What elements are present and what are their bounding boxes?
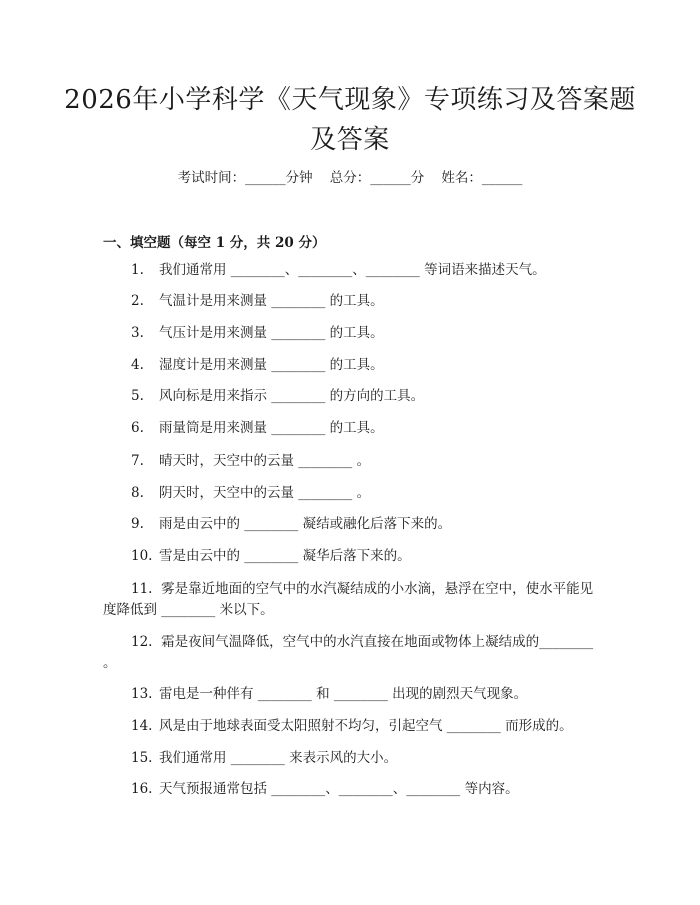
question-text: 我们通常用 ________ 来表示风的大小。 [159, 750, 398, 766]
question-text: 风是由于地球表面受太阳照射不均匀，引起空气 ________ 而形成的。 [159, 718, 573, 734]
question-number: 1. [131, 262, 144, 278]
section-heading: 一、填空题（每空 1 分，共 20 分） [103, 235, 326, 251]
question-item [131, 260, 601, 281]
question-text: 天气预报通常包括 ________、________、________ 等内容。 [159, 781, 519, 797]
question-number: 3. [131, 325, 144, 341]
question-item [131, 355, 601, 376]
question-item [131, 514, 601, 535]
question-text: 雪是由云中的 ________ 凝华后落下来的。 [159, 548, 411, 564]
question-number: 7. [131, 453, 144, 469]
question-number: 9. [131, 516, 144, 532]
question-number: 6. [131, 420, 144, 436]
question-text: 雾是靠近地面的空气中的水汽凝结成的小水滴，悬浮在空中，使水平能见度降低到 ________ 米以下。 [103, 581, 594, 618]
question-number: 15. [131, 750, 153, 766]
question-number: 13. [131, 686, 153, 702]
question-item [131, 291, 601, 312]
question-number: 8. [131, 485, 144, 501]
question-item [103, 579, 601, 621]
question-number: 10. [131, 548, 153, 564]
question-item [131, 323, 601, 344]
question-text: 晴天时，天空中的云量 ________ 。 [159, 453, 371, 469]
question-item [131, 716, 601, 737]
question-text: 雷电是一种伴有 ________ 和 ________ 出现的剧烈天气现象。 [159, 686, 528, 702]
question-text: 风向标是用来指示 ________ 的方向的工具。 [159, 388, 425, 404]
question-text: 气温计是用来测量 ________ 的工具。 [159, 293, 384, 309]
question-number: 4. [131, 357, 144, 373]
document-title: 2026年小学科学《天气现象》专项练习及答案题及答案 [64, 85, 636, 155]
question-number: 11. [131, 581, 153, 597]
question-number: 14. [131, 718, 153, 734]
question-item [131, 418, 601, 439]
question-item [103, 632, 601, 674]
question-item [131, 684, 601, 705]
question-text: 湿度计是用来测量 ________ 的工具。 [159, 357, 384, 373]
question-number: 12. [131, 634, 153, 650]
question-number: 2. [131, 293, 144, 309]
question-text: 霜是夜间气温降低，空气中的水汽直接在地面或物体上凝结成的________ 。 [103, 634, 598, 671]
question-item [131, 748, 601, 769]
question-item [131, 779, 601, 800]
question-text: 我们通常用 ________、________、________ 等词语来描述天气。 [159, 262, 546, 278]
question-item [131, 483, 601, 504]
question-text: 气压计是用来测量 ________ 的工具。 [159, 325, 384, 341]
question-item [131, 451, 601, 472]
question-text: 阴天时，天空中的云量 ________ 。 [159, 485, 371, 501]
question-item [131, 386, 601, 407]
exam-info-line: 考试时间：______分钟 总分：______分 姓名：______ [177, 170, 523, 186]
question-number: 16. [131, 781, 153, 797]
question-text: 雨量筒是用来测量 ________ 的工具。 [159, 420, 384, 436]
question-number: 5. [131, 388, 144, 404]
question-item [131, 546, 601, 567]
question-text: 雨是由云中的 ________ 凝结或融化后落下来的。 [159, 516, 452, 532]
